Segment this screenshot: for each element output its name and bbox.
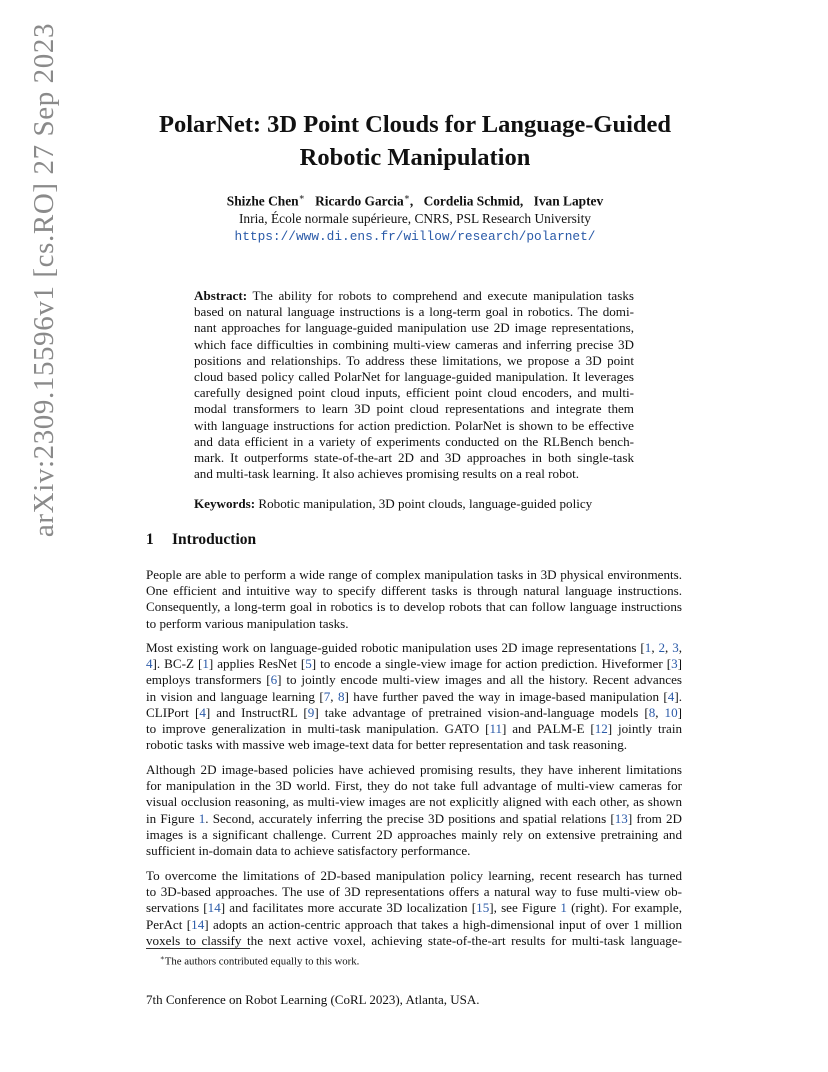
paragraph-1 xyxy=(146,567,682,632)
footnote-divider xyxy=(146,948,250,949)
citation-link[interactable]: 12 xyxy=(594,721,608,737)
keywords-text: Robotic manipulation, 3D point clouds, language-guided policy xyxy=(255,496,593,511)
citation-link[interactable]: 4 xyxy=(199,704,206,720)
paragraph-line: servations [14] and facilitates more accurate 3D localization [15], see Figure 1 (right). For example, xyxy=(146,900,682,916)
author-2: Ricardo Garcia xyxy=(315,193,404,209)
equal-contribution-mark-1: ∗ xyxy=(298,192,305,202)
paragraph-line: One efficient and intuitive way to specify different tasks is through natural language instructions. xyxy=(146,583,682,599)
abstract-line: and data efficient in a variety of experiments conducted on the RLBench bench- xyxy=(194,433,634,449)
paragraph-line: 4]. BC-Z [1] applies ResNet [5] to encode a single-view image for action prediction. Hiveformer [3] xyxy=(146,656,682,672)
abstract-line: modal transformers to learn 3D point cloud representations and integrate them xyxy=(194,401,634,417)
section-heading-introduction xyxy=(146,531,256,549)
paragraph-line: employs transformers [6] to jointly encode multi-view images and all the history. Recent advances xyxy=(146,672,682,688)
author-block xyxy=(110,188,720,246)
paragraph-line: images is a significant challenge. Current 2D approaches mainly rely on extensive pretraining and xyxy=(146,826,682,842)
title-line-2: Robotic Manipulation xyxy=(299,144,531,171)
paragraph-line: to improve generalization in multi-task manipulation. GATO [11] and PALM-E [12] jointly train xyxy=(146,721,683,737)
paper-title xyxy=(110,108,720,174)
author-4: Ivan Laptev xyxy=(533,193,604,209)
paragraph-4 xyxy=(146,868,682,949)
abstract-line: with language instructions for action prediction. PolarNet is shown to be effective xyxy=(194,417,634,433)
conference-venue-note: 7th Conference on Robot Learning (CoRL 2023), Atlanta, USA. xyxy=(146,992,480,1007)
paragraph-line: to perform various manipulation tasks. xyxy=(146,615,349,631)
abstract xyxy=(194,288,634,482)
citation-link[interactable]: 3 xyxy=(672,640,679,655)
keywords-label: Keywords: xyxy=(194,496,256,511)
citation-link[interactable]: 9 xyxy=(307,704,315,720)
title-line-1: PolarNet: 3D Point Clouds for Language-Guided xyxy=(158,111,672,138)
paragraph-line: People are able to perform a wide range of complex manipulation tasks in 3D physical environments. xyxy=(146,567,682,582)
paragraph-line: robotic tasks with massive web image-text data for better representation and task reasoning. xyxy=(146,737,628,753)
citation-link[interactable]: 14 xyxy=(191,916,205,932)
paragraph-line: To overcome the limitations of 2D-based manipulation policy learning, recent research has turned xyxy=(146,868,682,883)
citation-link[interactable]: 4 xyxy=(667,688,675,704)
paragraph-line: to 3D-based approaches. The use of 3D representations offers a natural way to fuse multi-view ob- xyxy=(146,884,682,900)
citation-link[interactable]: 4 xyxy=(146,656,153,672)
paragraph-line: CLIPort [4] and InstructRL [9] take advantage of pretrained vision-and-language models [8, 10] xyxy=(146,704,683,720)
affiliation: Inria, École normale supérieure, CNRS, PSL Research University xyxy=(238,211,592,227)
paragraph-3 xyxy=(146,762,682,859)
abstract-line: which face difficulties in combining multi-view cameras and inferring precise 3D xyxy=(194,336,634,352)
footnote-mark: ∗ xyxy=(160,954,165,962)
paragraph-2 xyxy=(146,640,682,753)
paragraph-line: Most existing work on language-guided robotic manipulation uses 2D image representations [1, 2, 3, xyxy=(146,640,683,655)
paragraph-line: in vision and language learning [7, 8] have further paved the way in image-based manipulation [4]. xyxy=(146,688,682,704)
section-number: 1 xyxy=(146,531,154,548)
keywords xyxy=(194,496,592,512)
abstract-line: carefully designed point cloud inputs, efficient point cloud encoders, and multi- xyxy=(194,385,634,401)
arxiv-identifier-stamp: arXiv:2309.15596v1 [cs.RO] 27 Sep 2023 xyxy=(27,22,60,538)
abstract-line: mark. It outperforms state-of-the-art 2D and 3D approaches in both single-task xyxy=(194,450,634,466)
paragraph-line: Although 2D image-based policies have achieved promising results, they have inherent limitations xyxy=(146,762,682,777)
paragraph-line: PerAct [14] adopts an action-centric approach that takes a high-dimensional input of over 1 million xyxy=(146,916,682,932)
citation-link[interactable]: 2 xyxy=(658,640,666,655)
citation-link[interactable]: 1 xyxy=(644,640,652,655)
citation-link[interactable]: 6 xyxy=(270,672,278,688)
paragraph-line: voxels to classify the next active voxel, achieving state-of-the-art results for multi-task language- xyxy=(146,932,682,948)
abstract-line: Abstract: The ability for robots to comprehend and execute manipulation tasks xyxy=(194,288,634,303)
paragraph-line: visual occlusion reasoning, as multi-view images are not explicitly aligned with each other, as shown xyxy=(146,794,682,810)
citation-link[interactable]: 5 xyxy=(305,656,312,672)
author-1: Shizhe Chen xyxy=(226,193,299,209)
project-url-link[interactable]: https://www.di.ens.fr/willow/research/polarnet/ xyxy=(234,229,596,245)
citation-link[interactable]: 13 xyxy=(614,810,628,826)
equal-contribution-mark-2: ∗ xyxy=(403,192,410,202)
citation-link[interactable]: 8 xyxy=(648,704,656,720)
abstract-label: Abstract: xyxy=(194,288,248,303)
abstract-line: based on natural language instructions is a long-term goal in robotics. The domi- xyxy=(194,304,634,320)
abstract-line: and multi-task learning. It also achieves promising results on a real robot. xyxy=(194,466,580,482)
footnote-text: The authors contributed equally to this work. xyxy=(164,955,360,968)
author-3: Cordelia Schmid xyxy=(423,193,520,209)
citation-link[interactable]: 7 xyxy=(323,688,331,704)
citation-link[interactable]: 10 xyxy=(664,704,678,720)
abstract-line: positions and relationships. To address these limitations, we propose a 3D point xyxy=(194,352,634,368)
citation-link[interactable]: 14 xyxy=(207,900,221,916)
citation-link[interactable]: 1 xyxy=(202,656,209,672)
abstract-line: cloud based policy called PolarNet for language-guided manipulation. It leverages xyxy=(194,369,634,385)
paragraph-line: for manipulation in the 3D world. First, they do not take full advantage of multi-view cameras for xyxy=(146,778,682,794)
paragraph-line: Consequently, a long-term goal in robotics is to develop robots that can follow language instructions xyxy=(146,599,682,615)
section-title: Introduction xyxy=(172,531,257,548)
figure-reference-link[interactable]: 1 xyxy=(560,900,567,916)
citation-link[interactable]: 3 xyxy=(671,656,678,672)
paragraph-line: sufficient in-domain data to achieve satisfactory performance. xyxy=(146,843,471,859)
abstract-line: nant approaches for language-guided manipulation use 2D image representations, xyxy=(194,320,634,336)
paragraph-line: in Figure 1. Second, accurately inferring the precise 3D positions and spatial relations [13] from 2D xyxy=(146,810,682,826)
author-names: Shizhe Chen∗ Ricardo Garcia∗, Cordelia Schmid, Ivan Laptev xyxy=(226,192,604,209)
footnote xyxy=(160,954,359,968)
citation-link[interactable]: 11 xyxy=(489,721,503,737)
citation-link[interactable]: 8 xyxy=(337,688,345,704)
citation-link[interactable]: 15 xyxy=(476,900,490,916)
figure-reference-link[interactable]: 1 xyxy=(198,810,206,826)
